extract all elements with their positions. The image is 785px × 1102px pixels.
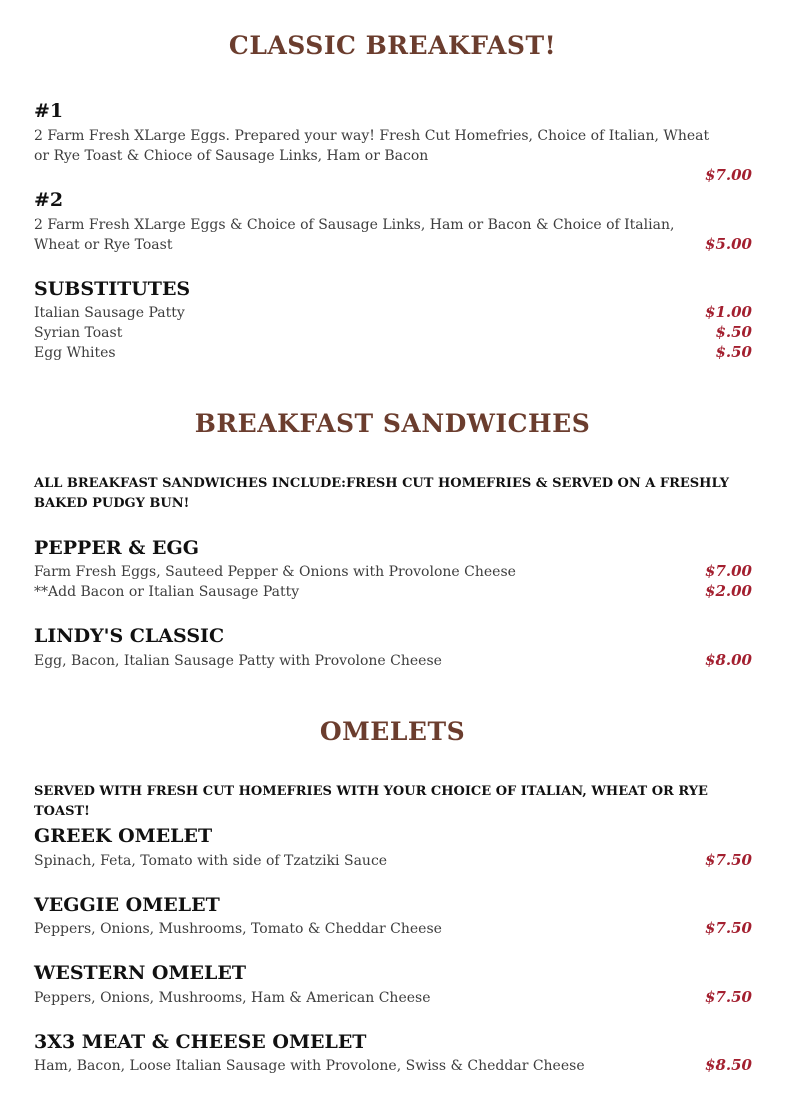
item-price-pepper-egg: $7.00 [705, 562, 752, 580]
item-title-lindys-classic: LINDY'S CLASSIC [34, 625, 225, 647]
omelets-note: SERVED WITH FRESH CUT HOMEFRIES WITH YOUR CHOICE OF ITALIAN, WHEAT OR RYE TOAST! [34, 784, 708, 819]
item-desc-veggie-omelet: Peppers, Onions, Mushrooms, Tomato & Cheddar Cheese [34, 921, 442, 937]
substitute-name: Egg Whites [34, 345, 116, 361]
sandwiches-note: ALL BREAKFAST SANDWICHES INCLUDE:FRESH CUT HOMEFRIES & SERVED ON A FRESHLY BAKED PUDGY BUN! [34, 476, 730, 511]
item-price-western-omelet: $7.50 [705, 988, 752, 1006]
item-price-1: $7.00 [705, 166, 752, 184]
substitute-price: $.50 [715, 323, 752, 341]
substitute-name: Syrian Toast [34, 325, 123, 341]
item-desc-2: 2 Farm Fresh XLarge Eggs & Choice of Sausage Links, Ham or Bacon & Choice of Italian, Wheat or Rye Toast [34, 217, 675, 253]
item-desc-meat-cheese-omelet: Ham, Bacon, Loose Italian Sausage with Provolone, Swiss & Cheddar Cheese [34, 1058, 585, 1074]
item-title-pepper-egg: PEPPER & EGG [34, 537, 199, 559]
substitute-name: Italian Sausage Patty [34, 305, 185, 321]
item-price-greek-omelet: $7.50 [705, 851, 752, 869]
substitutes-title: SUBSTITUTES [34, 278, 191, 300]
item-desc-pepper-egg: Farm Fresh Eggs, Sauteed Pepper & Onions with Provolone Cheese [34, 564, 516, 580]
item-title-veggie-omelet: VEGGIE OMELET [34, 894, 220, 916]
item-title-meat-cheese-omelet: 3X3 MEAT & CHEESE OMELET [34, 1031, 367, 1053]
item-price-lindys-classic: $8.00 [705, 651, 752, 669]
substitute-price: $1.00 [705, 303, 752, 321]
item-price-meat-cheese-omelet: $8.50 [705, 1056, 752, 1074]
item-desc-greek-omelet: Spinach, Feta, Tomato with side of Tzatziki Sauce [34, 853, 388, 869]
item-price-2: $5.00 [705, 235, 752, 253]
item-desc-lindys-classic: Egg, Bacon, Italian Sausage Patty with Provolone Cheese [34, 653, 442, 669]
item-addon-price-pepper-egg: $2.00 [705, 582, 752, 600]
section-title-classic-breakfast: CLASSIC BREAKFAST! [228, 31, 557, 60]
section-title-omelets: OMELETS [319, 717, 466, 746]
item-addon-pepper-egg: **Add Bacon or Italian Sausage Patty [34, 584, 300, 600]
item-desc-western-omelet: Peppers, Onions, Mushrooms, Ham & American Cheese [34, 990, 431, 1006]
item-desc-1: 2 Farm Fresh XLarge Eggs. Prepared your way! Fresh Cut Homefries, Choice of Italian, Wheat or Rye Toast & Chioce of Sausage Links, Ham or Bacon [34, 128, 710, 164]
item-title-1: #1 [34, 100, 64, 122]
item-title-greek-omelet: GREEK OMELET [34, 825, 213, 847]
section-title-breakfast-sandwiches: BREAKFAST SANDWICHES [194, 409, 591, 438]
item-title-2: #2 [34, 189, 64, 211]
item-title-western-omelet: WESTERN OMELET [34, 962, 246, 984]
item-price-veggie-omelet: $7.50 [705, 919, 752, 937]
substitute-price: $.50 [715, 343, 752, 361]
